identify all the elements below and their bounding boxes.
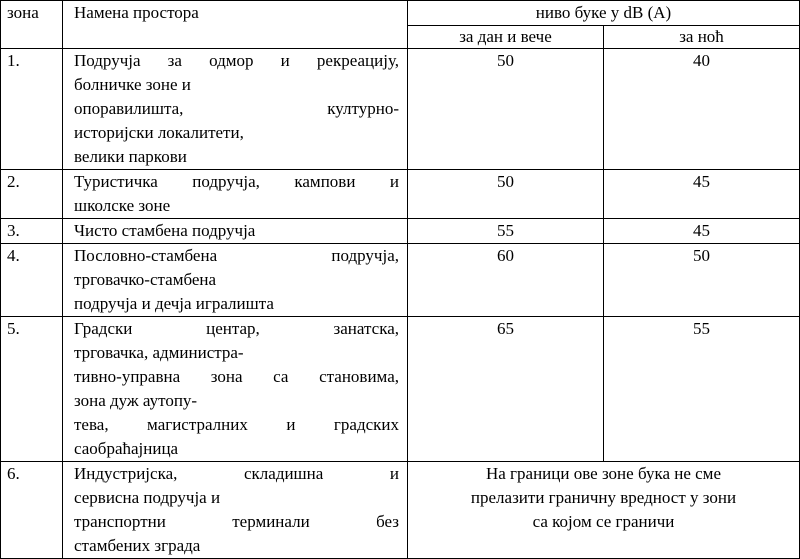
area-purpose-line: зона дуж аутопу- [74, 391, 198, 410]
boundary-note-line: На граници ове зоне бука не сме [485, 464, 721, 483]
area-purpose [63, 462, 408, 559]
area-purpose-line: транспортни терминали без [74, 512, 399, 531]
area-purpose-line: болничке зоне и [74, 75, 191, 94]
area-purpose-line: трговачко-стамбена [74, 270, 217, 289]
table-row [1, 219, 800, 244]
area-purpose-line: трговачка, администра- [74, 343, 244, 362]
header-noise-level: ниво буке у dB (А) [408, 1, 800, 26]
boundary-note-line: са којом се граничи [532, 512, 675, 531]
night-value: 50 [604, 244, 800, 317]
header-row [1, 1, 800, 26]
area-purpose-line: Градски центар, занатска, [74, 319, 399, 338]
boundary-note [408, 462, 800, 559]
zone-number: 1. [1, 49, 63, 170]
day-evening-value: 50 [408, 170, 604, 219]
area-purpose [63, 317, 408, 462]
table-body [1, 49, 800, 559]
table-row [1, 170, 800, 219]
area-purpose [63, 244, 408, 317]
day-evening-value: 65 [408, 317, 604, 462]
night-value: 45 [604, 170, 800, 219]
header-zone: зона [1, 1, 63, 49]
area-purpose-line: школске зоне [74, 196, 171, 215]
area-purpose-line: Подручја за одмор и рекреацију, [74, 51, 399, 70]
area-purpose-line: тивно-управна зона са становима, [74, 367, 399, 386]
area-purpose-line: историјски локалитети, [74, 123, 244, 142]
day-evening-value: 60 [408, 244, 604, 317]
area-purpose-line: велики паркови [74, 147, 187, 166]
area-purpose-line: саобраћајница [74, 439, 179, 458]
table-row [1, 49, 800, 170]
zone-number: 3. [1, 219, 63, 244]
zone-number: 4. [1, 244, 63, 317]
area-purpose-line: Чисто стамбена подручја [74, 221, 256, 240]
table-row [1, 462, 800, 559]
header-day-evening: за дан и вече [408, 26, 604, 49]
area-purpose-line: подручја и дечја игралишта [74, 294, 274, 313]
day-evening-value: 55 [408, 219, 604, 244]
night-value: 45 [604, 219, 800, 244]
day-evening-value: 50 [408, 49, 604, 170]
area-purpose-line: тева, магистралних и градских [74, 415, 399, 434]
night-value: 55 [604, 317, 800, 462]
area-purpose [63, 219, 408, 244]
area-purpose-line: опоравилишта, културно- [74, 99, 399, 118]
area-purpose-line: Туристичка подручја, кампови и [74, 172, 399, 191]
area-purpose-line: сервисна подручја и [74, 488, 221, 507]
zone-number: 5. [1, 317, 63, 462]
zone-number: 2. [1, 170, 63, 219]
zone-number: 6. [1, 462, 63, 559]
area-purpose [63, 170, 408, 219]
header-area-purpose: Намена простора [63, 1, 408, 49]
table-row [1, 244, 800, 317]
night-value: 40 [604, 49, 800, 170]
area-purpose-line: Пословно-стамбена подручја, [74, 246, 399, 265]
boundary-note-line: прелазити граничну вредност у зони [470, 488, 737, 507]
table-row [1, 317, 800, 462]
area-purpose-line: стамбених зграда [74, 536, 201, 555]
area-purpose [63, 49, 408, 170]
header-night: за ноћ [604, 26, 800, 49]
area-purpose-line: Индустријска, складишна и [74, 464, 399, 483]
